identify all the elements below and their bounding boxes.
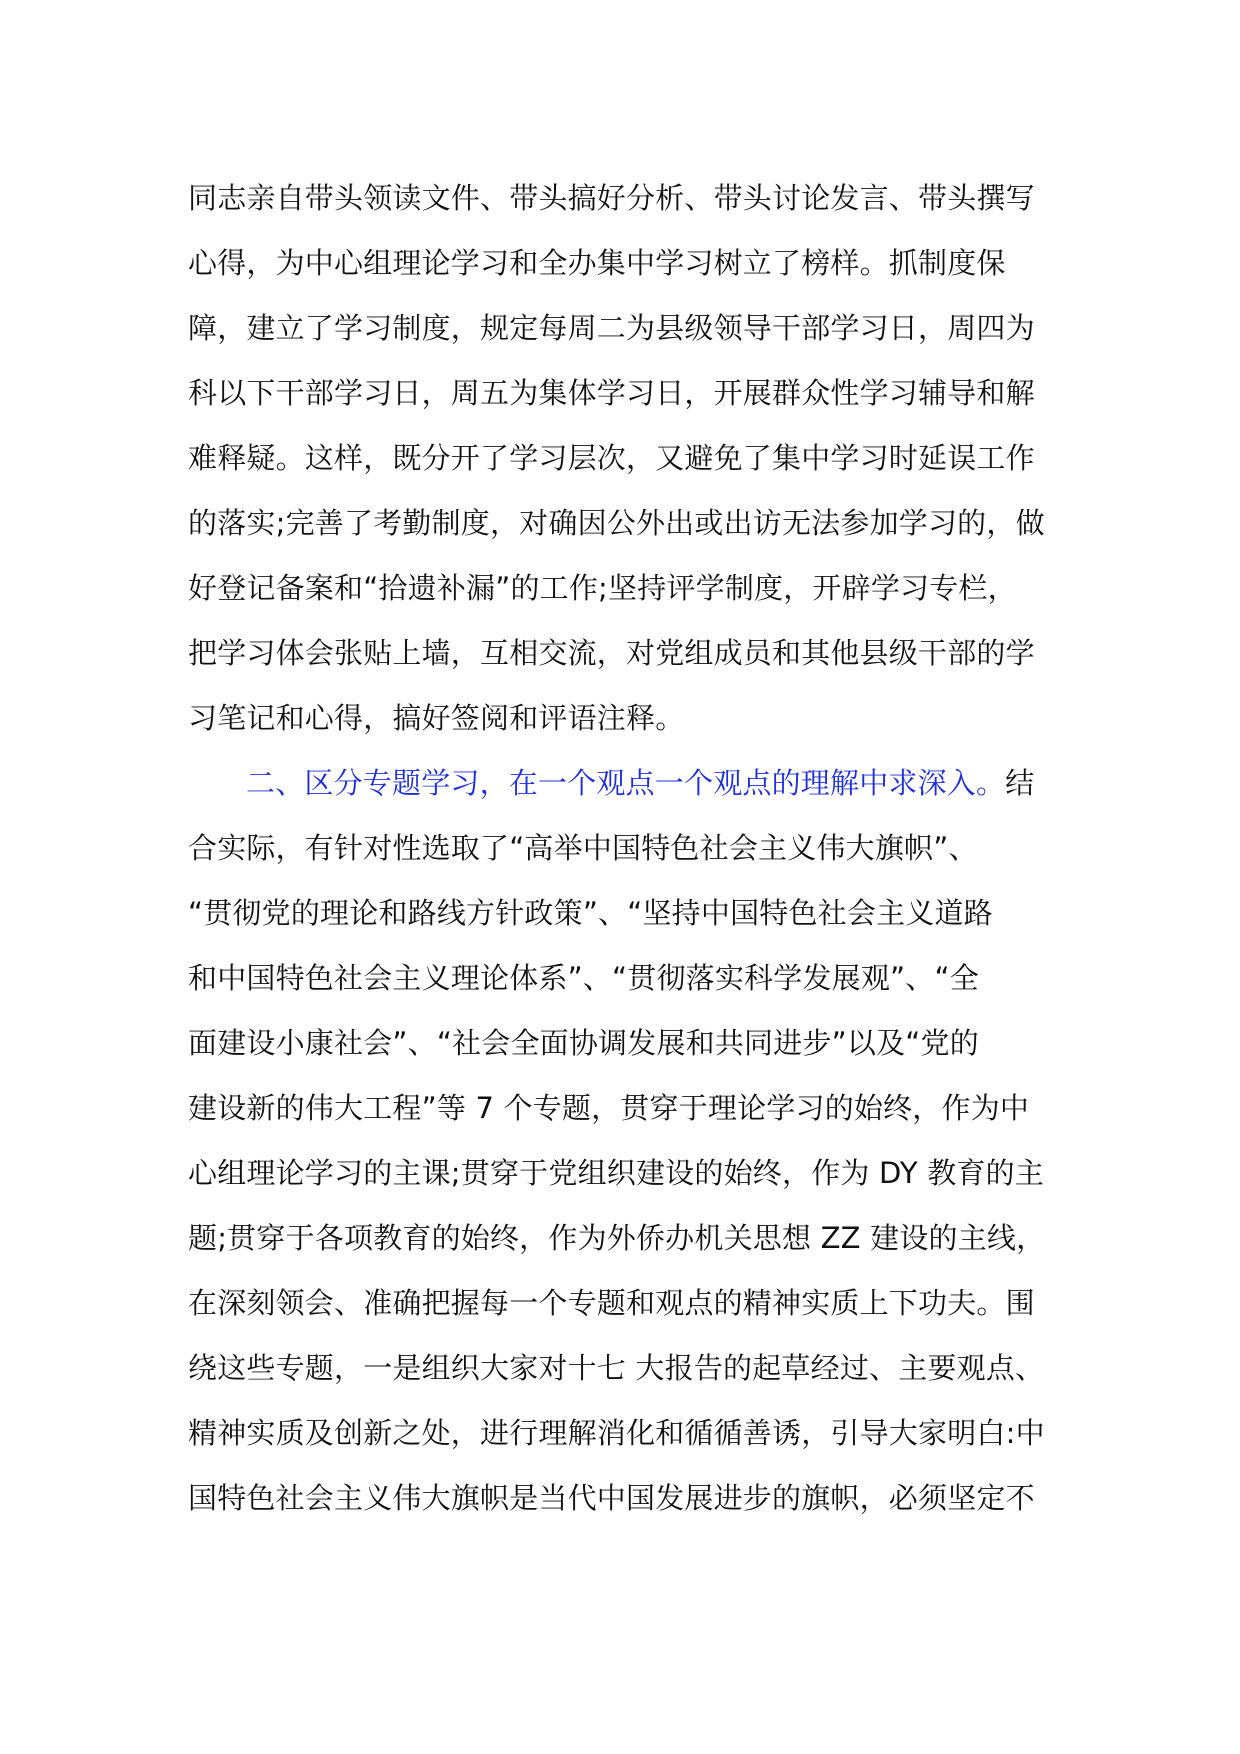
text-line: 精神实质及创新之处，进行理解消化和循循善诱，引导大家明白:中 [188, 1416, 1045, 1450]
text-line: 国特色社会主义伟大旗帜是当代中国发展进步的旗帜，必须坚定不 [188, 1481, 1035, 1515]
text-line: 题;贯穿于各项教育的始终，作为外侨办机关思想 ZZ 建设的主线， [188, 1221, 1046, 1255]
section-heading: 二、区分专题学习，在一个观点一个观点的理解中求深入。 [246, 766, 1006, 800]
text-line: 合实际，有针对性选取了“高举中国特色社会主义伟大旗帜”、 [188, 831, 978, 865]
text-line: 科以下干部学习日，周五为集体学习日，开展群众性学习辅导和解 [188, 376, 1035, 410]
text-line: 面建设小康社会”、“社会全面协调发展和共同进步”以及“党的 [188, 1026, 979, 1060]
text-line: 绕这些专题，一是组织大家对十七 大报告的起草经过、主要观点、 [188, 1351, 1045, 1385]
text-line: 的落实;完善了考勤制度，对确因公外出或出访无法参加学习的，做 [188, 506, 1045, 540]
body-text [188, 166, 1068, 1531]
text-line: “贯彻党的理论和路线方针政策”、“坚持中国特色社会主义道路 [188, 896, 993, 930]
text-line: 在深刻领会、准确把握每一个专题和观点的精神实质上下功夫。围 [188, 1286, 1035, 1320]
section-heading-tail: 结 [1005, 766, 1035, 800]
text-line: 好登记备案和“拾遗补漏”的工作;坚持评学制度，开辟学习专栏， [188, 571, 1017, 605]
text-line: 难释疑。这样，既分开了学习层次，又避免了集中学习时延误工作 [188, 441, 1035, 475]
text-line: 同志亲自带头领读文件、带头搞好分析、带头讨论发言、带头撰写 [188, 181, 1035, 215]
text-line: 心得，为中心组理论学习和全办集中学习树立了榜样。抓制度保 [188, 246, 1006, 280]
section-heading-line [188, 751, 1068, 816]
text-line: 把学习体会张贴上墙，互相交流，对党组成员和其他县级干部的学 [188, 636, 1035, 670]
text-line: 障，建立了学习制度，规定每周二为县级领导干部学习日，周四为 [188, 311, 1035, 345]
text-line: 习笔记和心得，搞好签阅和评语注释。 [188, 701, 685, 735]
text-line: 心组理论学习的主课;贯穿于党组织建设的始终，作为 DY 教育的主 [188, 1156, 1045, 1190]
text-line: 和中国特色社会主义理论体系”、“贯彻落实科学发展观”、“全 [188, 961, 979, 995]
text-line: 建设新的伟大工程”等 7 个专题，贯穿于理论学习的始终，作为中 [188, 1091, 1030, 1125]
